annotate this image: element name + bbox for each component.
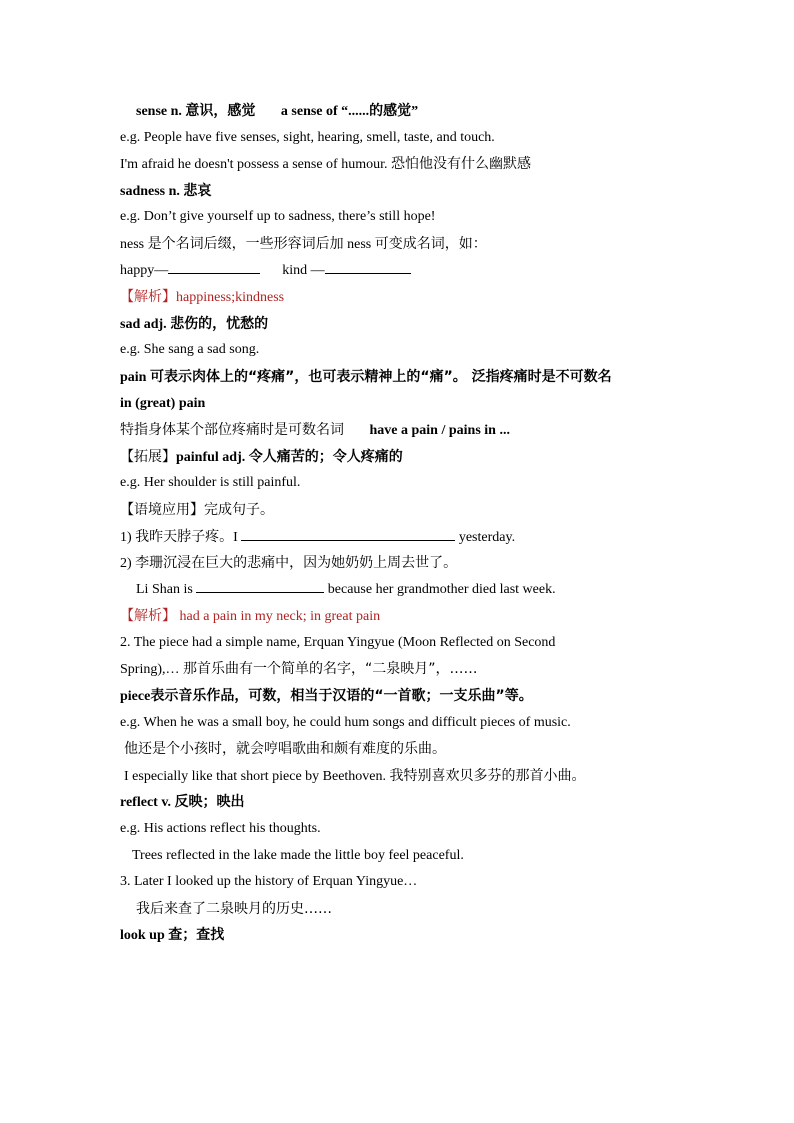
term-sadness-meaning: 悲哀 <box>183 182 212 199</box>
analysis-label: 【解析】 <box>120 289 176 306</box>
sentence-text: 3. Later I looked up the history of Erquan Yingyue… <box>120 874 418 890</box>
note-pain-countable <box>120 417 720 444</box>
note-text: 是个名词后缀，一些形容词后加 <box>147 235 344 252</box>
note-text: ness <box>347 236 372 252</box>
term-reflect: reflect v. <box>120 795 172 811</box>
note-text: ness <box>120 236 145 252</box>
example-text: e.g. She sang a sad song. <box>120 342 260 358</box>
term-piece: piece <box>120 689 151 705</box>
note-text: 特指身体某个部位疼痛时是可数名词 <box>120 422 344 439</box>
answer-blank[interactable] <box>196 578 324 593</box>
example-line <box>120 125 720 152</box>
context-application-heading <box>120 497 720 524</box>
vocab-reflect <box>120 789 720 816</box>
exercise-2-english <box>120 577 720 604</box>
exercise-number: 1) <box>120 529 132 545</box>
term-sad-meaning: 悲伤的，忧愁的 <box>170 315 269 332</box>
term-pain-meaning: 可表示肉体上的“疼痛”，也可表示精神上的“痛”。 泛指疼痛时是不可数名 <box>149 368 612 385</box>
section-instruction: 完成句子。 <box>204 501 274 518</box>
example-translation: 他还是个小孩时，就会哼唱歌曲和颇有难度的乐曲。 <box>124 741 446 758</box>
term-painful-meaning: 令人痛苦的；令人疼痛的 <box>248 448 403 465</box>
note-text: 可变成名词，如： <box>374 235 487 252</box>
term-reflect-meaning: 反映；映出 <box>174 794 245 811</box>
answer-blank[interactable] <box>325 259 411 274</box>
example-text: e.g. Don’t give yourself up to sadness, there’s still hope! <box>120 209 436 225</box>
term-look-up: look up <box>120 928 165 944</box>
answer-analysis <box>120 603 720 630</box>
example-text: e.g. When he was a small boy, he could hum songs and difficult pieces of music. <box>120 714 571 730</box>
answer-blank[interactable] <box>241 526 455 541</box>
exercise-prompt: Li Shan is <box>136 581 193 597</box>
term-pain: pain <box>120 369 147 385</box>
answer-blank[interactable] <box>168 259 260 274</box>
example-line <box>120 204 720 231</box>
exercise-prompt: yesterday. <box>458 529 516 545</box>
analysis-label: 【解析】 <box>120 608 176 625</box>
term-sense-meaning: 意识，感觉 <box>185 103 256 119</box>
example-text: I'm afraid he doesn't possess a sense of humour. <box>120 157 388 173</box>
exercise-prompt: kind — <box>282 262 325 278</box>
vocab-sense <box>120 98 720 125</box>
exercise-prompt: happy— <box>120 262 169 278</box>
example-translation: 我特别喜欢贝多芬的那首小曲。 <box>389 767 586 784</box>
term-piece-meaning: 表示音乐作品，可数，相当于汉语的“一首歌；一支乐曲”等。 <box>150 688 533 705</box>
phrase-have-a-pain: have a pain / pains in ... <box>369 423 510 439</box>
phrase-text: in (great) pain <box>120 395 206 411</box>
example-translation: 恐怕他没有什么幽默感 <box>391 156 531 173</box>
extension-painful <box>120 444 720 471</box>
example-text: e.g. People have five senses, sight, hearing, smell, taste, and touch. <box>120 129 495 145</box>
example-line <box>120 843 720 870</box>
example-line <box>120 816 720 843</box>
example-line <box>120 337 720 364</box>
analysis-answer: happiness;kindness <box>176 290 285 306</box>
analysis-answer: had a pain in my neck; in great pain <box>179 609 381 625</box>
vocab-pain <box>120 364 720 391</box>
example-line <box>120 470 720 497</box>
note-ness-suffix <box>120 231 720 258</box>
phrase-a-sense-of: a sense of “......的感觉” <box>280 104 419 119</box>
sentence-translation: 那首乐曲有一个简单的名字，“二泉映月”，…… <box>183 661 478 678</box>
example-text: e.g. Her shoulder is still painful. <box>120 475 301 491</box>
term-look-up-meaning: 查；查找 <box>168 927 225 944</box>
vocab-piece <box>120 683 720 710</box>
exercise-number: 2) <box>120 556 132 572</box>
vocab-sadness <box>120 178 720 205</box>
text-sentence-2 <box>120 630 720 657</box>
example-text: Trees reflected in the lake made the little boy feel peaceful. <box>132 847 464 863</box>
example-text: e.g. His actions reflect his thoughts. <box>120 821 321 837</box>
term-sadness: sadness n. <box>120 183 180 199</box>
exercise-chinese: 我昨天脖子疼。 <box>135 528 234 545</box>
exercise-2 <box>120 550 720 577</box>
sentence-text: Spring),… <box>120 662 180 678</box>
term-sad: sad adj. <box>120 316 167 332</box>
example-translation-line <box>120 736 720 763</box>
exercise-ness <box>120 258 720 285</box>
exercise-chinese: 李珊沉浸在巨大的悲痛中，因为她奶奶上周去世了。 <box>135 555 458 572</box>
sentence-text: 2. The piece had a simple name, Erquan Yingyue (Moon Reflected on Second <box>120 634 556 650</box>
vocab-sad <box>120 311 720 338</box>
exercise-prompt: I <box>233 529 238 545</box>
term-sense: sense n. <box>136 104 182 119</box>
example-line <box>120 151 720 178</box>
document-page <box>120 98 720 949</box>
text-sentence-3-translation <box>120 896 720 923</box>
term-painful: painful adj. <box>176 449 246 465</box>
section-label: 【语境应用】 <box>120 501 204 518</box>
extension-label: 【拓展】 <box>120 448 176 465</box>
example-line <box>120 710 720 737</box>
sentence-translation: 我后来查了二泉映月的历史…… <box>136 900 332 917</box>
phrase-in-great-pain <box>120 391 720 418</box>
text-sentence-3 <box>120 869 720 896</box>
vocab-look-up <box>120 922 720 949</box>
answer-analysis <box>120 284 720 311</box>
exercise-1 <box>120 524 720 551</box>
example-text: I especially like that short piece by Beethoven. <box>124 768 387 784</box>
text-sentence-2-cont <box>120 656 720 683</box>
example-line <box>120 763 720 790</box>
exercise-prompt: because her grandmother died last week. <box>327 581 556 597</box>
